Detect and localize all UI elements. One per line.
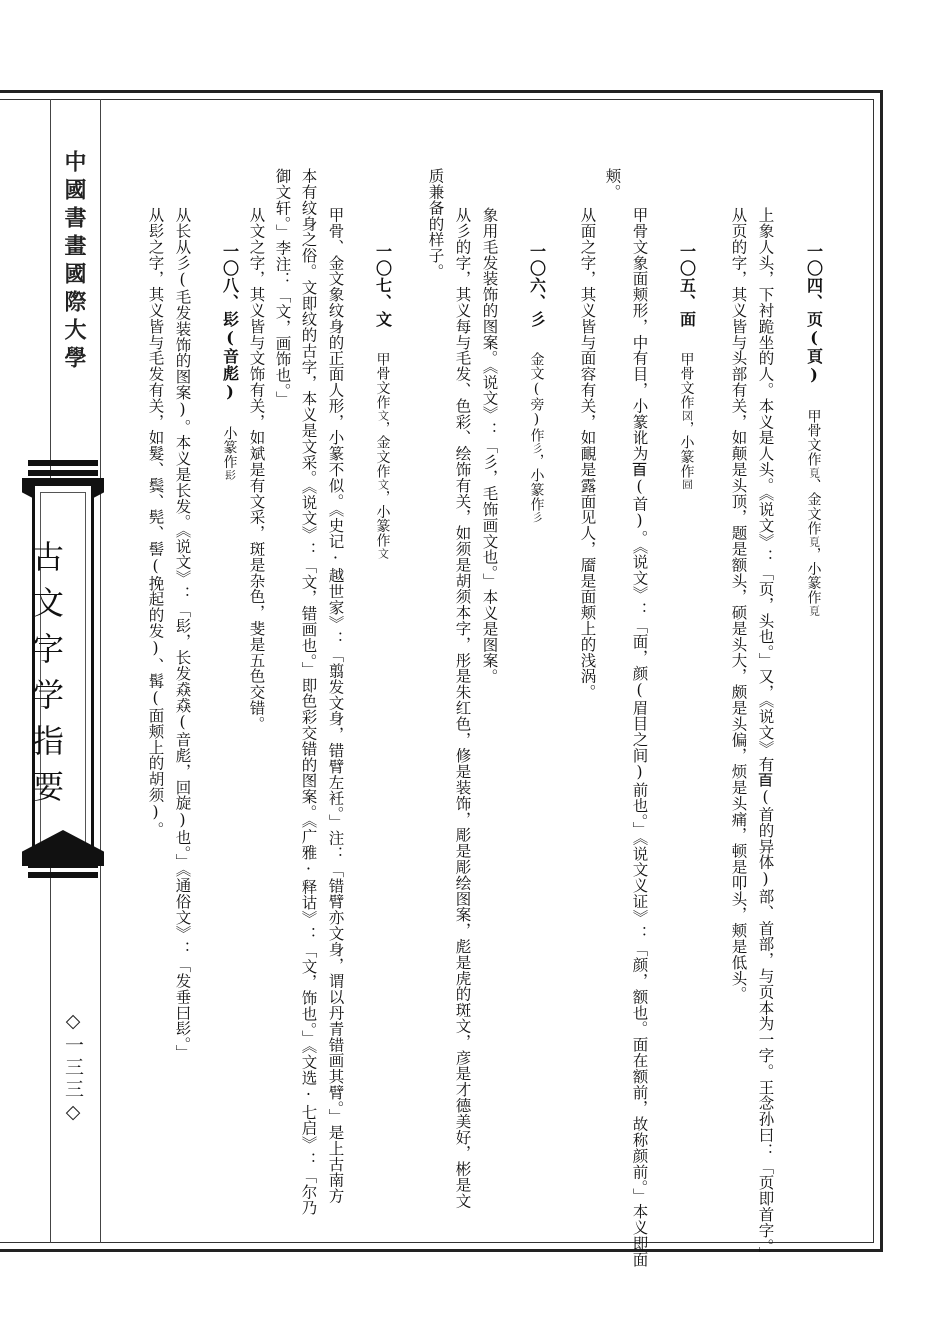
script-label: ，小篆作 xyxy=(805,547,822,605)
entry-heading xyxy=(221,243,238,481)
body-text-column xyxy=(631,207,647,1267)
ancient-glyph: 𡇢 xyxy=(680,478,694,491)
column-text: 象用毛发装饰的图案。《说文》：「彡，毛饰画文也。」本义是图案。 xyxy=(480,207,499,685)
column-text: 从页的字，其义皆与头部有关，如颠是头顶，题是额头，硕是头大，颇是头偏，烦是头痛，顿是叩头，颊是低头。 xyxy=(729,207,748,1002)
column-text: 质兼备的样子。 xyxy=(426,168,445,280)
column-text: 颊。 xyxy=(603,168,622,200)
column-text: 本有纹身之俗。文即纹的古字，本义是文采。《说文》：「文，错画也。」即色彩交错的图案。《广雅·释诂》：「文，饰也。」《文选·七启》：「尔乃 xyxy=(299,168,318,1216)
body-text-column xyxy=(274,168,290,407)
script-label: 甲骨文作 xyxy=(678,352,695,410)
column-text: 从长从彡(毛发装饰的图案)。本义是长发。《说文》：「髟，长发猋猋(音彪，回旋)也。」《通俗文》：「发垂曰髟。」 xyxy=(173,207,192,1061)
page-number: ◇一三三◇ xyxy=(62,1010,84,1126)
script-label: ，小篆作 xyxy=(678,421,695,479)
body-text-column xyxy=(147,207,163,837)
ancient-glyph: 文 xyxy=(376,547,390,560)
ancient-glyph: 㘝 xyxy=(680,409,694,422)
column-text: 从文之字，其义皆与文饰有关，如斌是有文采，斑是杂色，斐是五色交错。 xyxy=(247,207,266,732)
heading-text: 一〇八、髟(音彪) xyxy=(220,243,240,402)
column-text: 御文轩。」李注：「文，画饰也。」 xyxy=(273,168,292,407)
script-label: 甲骨文作 xyxy=(805,409,822,467)
column-text: 甲骨、金文象纹身的正面人形，小篆不似。《史记·越世家》：「翦发文身，错臂左衽。」注：「错臂亦文身，谓以丹青错画其臂。」是上古南方 xyxy=(326,207,345,1204)
cartouche-bottom-bar-2 xyxy=(28,872,98,878)
heading-text: 一〇四、页(頁) xyxy=(804,243,824,385)
script-label: ，小篆作 xyxy=(528,453,545,512)
body-text-column xyxy=(248,207,264,732)
ancient-glyph: 髟 xyxy=(223,469,237,481)
ancient-glyph: 𩑋 xyxy=(807,466,821,479)
ancient-glyph: 𩑋 xyxy=(807,604,821,617)
body-text-column xyxy=(327,207,343,1204)
entry-heading xyxy=(678,243,695,490)
script-label: 金文(旁)作 xyxy=(528,352,545,443)
column-text: 从面之字，其义皆与面容有关，如靦是露面见人，靥是面颊上的浅涡。 xyxy=(578,207,597,700)
body-text-column xyxy=(454,207,470,1209)
heading-text: 一〇七、文 xyxy=(373,243,393,328)
cartouche-top-bar-2 xyxy=(28,470,98,476)
entry-heading xyxy=(528,243,545,523)
body-text-column xyxy=(757,207,773,1262)
script-label: 甲骨文作 xyxy=(374,352,391,410)
script-label: ，金文作 xyxy=(374,421,391,479)
column-text: 从彡的字，其义每与毛发、色彩、绘饰有关，如须是胡须本字，彤是朱红色，修是装饰，彫是彫绘图案，彪是虎的斑文，彦是才德美好，彬是文 xyxy=(453,207,472,1209)
entry-heading xyxy=(805,243,822,616)
body-text-column xyxy=(730,207,746,1002)
entry-heading xyxy=(374,243,391,559)
body-text-column xyxy=(174,207,190,1061)
script-label: 、金文作 xyxy=(805,478,822,536)
ancient-glyph: 𩑋 xyxy=(807,535,821,548)
book-title: 古文字学指要 xyxy=(27,540,65,816)
script-label: 小篆作 xyxy=(221,426,238,470)
column-text: 从髟之字，其义皆与毛发有关，如髮、鬓、髡、髻(挽起的发)、髯(面颊上的胡须)。 xyxy=(146,207,165,838)
body-text-column xyxy=(300,168,316,1215)
heading-text: 一〇五、面 xyxy=(677,243,697,328)
heading-text: 一〇六、彡 xyxy=(527,243,547,328)
column-text: 上象人头，下衬跪坐的人。本义是人头。《说文》：「页，头也。」又，《说文》有𦣻(首的异体)部、首部，与页本为一字。王念孙曰：「页即首字。」 xyxy=(756,207,775,1263)
ancient-glyph: 文 xyxy=(376,478,390,491)
column-text: 甲骨文象面颊形，中有目，小篆讹为𦣻(首)。《说文》：「面，颜(眉目之间)前也。」《说文义证》：「颜，额也。面在额前，故称颜前。」本义即面 xyxy=(630,207,649,1268)
body-text-column xyxy=(604,168,620,200)
cartouche-bottom-bar xyxy=(28,862,98,868)
ancient-glyph: 彡 xyxy=(530,511,544,523)
body-text-column xyxy=(427,168,443,279)
script-label: ，小篆作 xyxy=(374,490,391,548)
ancient-glyph: 彡 xyxy=(530,442,544,454)
cartouche-top-bar xyxy=(28,460,98,466)
body-text-column xyxy=(481,207,497,684)
body-text-column xyxy=(579,207,595,700)
university-name: 中國書畫國際大學 xyxy=(61,150,87,374)
ancient-glyph: 文 xyxy=(376,409,390,422)
